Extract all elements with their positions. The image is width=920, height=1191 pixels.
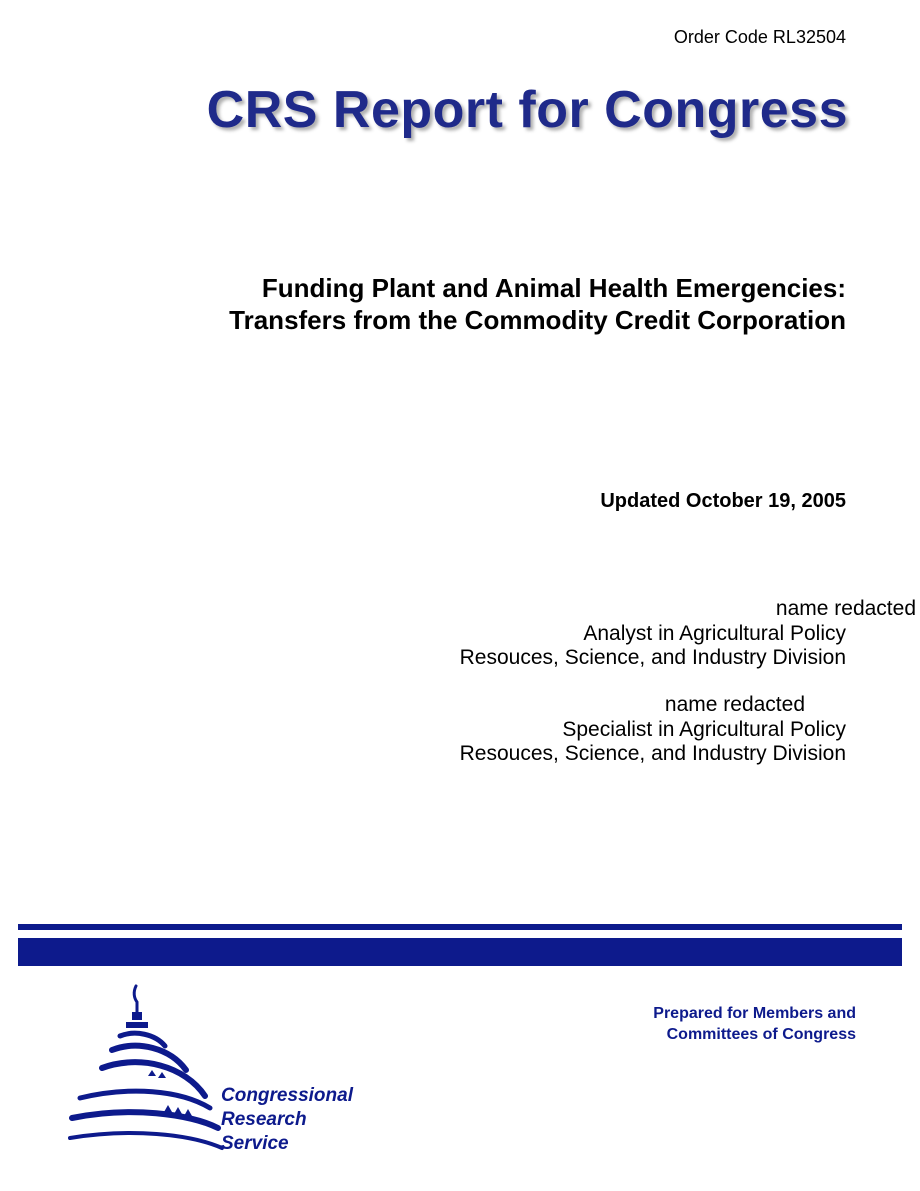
divider-thin: [18, 924, 902, 930]
dome-sweep-1: [80, 1091, 210, 1108]
author-name: name redacted: [664, 693, 805, 716]
prepared-for-note: [653, 1003, 856, 1045]
dome-window: [164, 1105, 172, 1112]
dome-sweep-3: [70, 1133, 222, 1148]
author-division: Resouces, Science, and Industry Division: [459, 742, 846, 765]
report-title: [229, 272, 846, 336]
order-code: Order Code RL32504: [673, 27, 846, 47]
statue-shape: [134, 986, 137, 1012]
report-title-line-1: Funding Plant and Animal Health Emergencies:: [261, 273, 846, 303]
author-division: Resouces, Science, and Industry Division: [459, 646, 846, 669]
logo-line-1: Congressional: [221, 1085, 353, 1106]
prepared-line-2: Committees of Congress: [666, 1026, 856, 1043]
lantern-shape: [132, 1012, 142, 1020]
dome-layer-2: [112, 1046, 186, 1070]
logo-line-3: Service: [221, 1133, 289, 1154]
dome-window: [158, 1072, 166, 1078]
dome-window: [148, 1070, 156, 1076]
report-title-line-2: Transfers from the Commodity Credit Corporation: [229, 305, 846, 335]
dome-sweep-2: [72, 1112, 218, 1128]
author-title: Analyst in Agricultural Policy: [583, 621, 846, 645]
author-block-1: [459, 597, 916, 671]
author-name: name redacted: [775, 597, 916, 620]
author-title: Specialist in Agricultural Policy: [562, 717, 846, 741]
capitol-dome-logo-icon: [60, 978, 230, 1158]
report-brand-title: CRS Report for Congress: [206, 81, 848, 139]
crs-logo-text: [221, 1084, 353, 1156]
author-block-2: [460, 693, 846, 767]
divider-thick: [18, 938, 902, 966]
prepared-line-1: Prepared for Members and: [653, 1005, 856, 1022]
cupola-base-shape: [126, 1022, 148, 1028]
updated-date: Updated October 19, 2005: [600, 490, 846, 512]
logo-line-2: Research: [221, 1109, 307, 1130]
